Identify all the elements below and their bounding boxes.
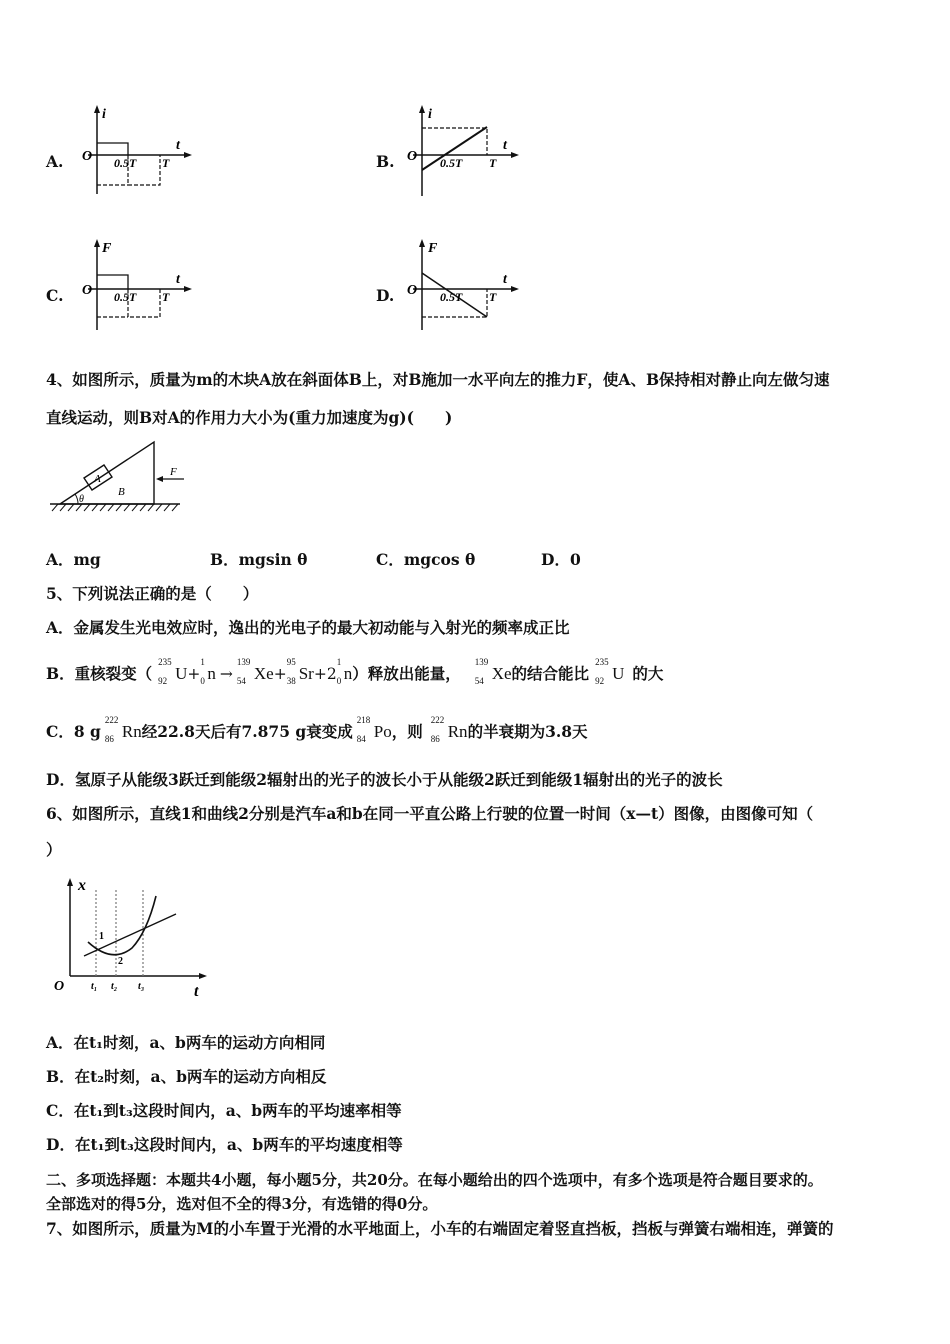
svg-text:1: 1 [99,931,104,942]
svg-text:0.5T: 0.5T [114,290,137,304]
svg-text:O: O [407,283,418,298]
q4-incline-figure [46,440,186,516]
q4-option-b: B．mgsin θ [210,550,308,569]
x-axis-arrow [184,152,192,158]
option-d-label: D. [376,286,395,305]
q4-option-c: C．mgcos θ [376,550,476,569]
positive-segment [97,143,128,155]
svg-text:0.5T: 0.5T [440,290,463,304]
q5-stem: 5、下列说法正确的是（ ） [46,584,259,603]
nuclide-n1-b: 1 0 n [336,657,353,686]
svg-text:O: O [82,149,93,164]
svg-text:t: t [503,272,507,287]
svg-text:t: t [503,138,507,153]
q7-stem-line1: 7、如图所示，质量为M的小车置于光滑的水平地面上，小车的右端固定着竖直挡板，挡板与弹簧右端相连，弹簧的 [46,1219,834,1238]
q6-xt-graph [52,872,212,1000]
nuclide-xe139: 139 54 Xe [236,657,274,686]
axis-y-label: i [102,107,106,122]
curve-2 [88,896,156,955]
q6-stem-line1: 6、如图所示，直线1和曲线2分别是汽车a和b在同一平直公路上行驶的位置一时间（x—t）图像，由图像可知（ [46,804,814,823]
option-c-label: C. [46,286,64,305]
svg-text:t: t [176,138,180,153]
svg-text:i: i [428,107,432,122]
q4-stem-line1: 4、如图所示，质量为m的木块A放在斜面体B上，对B施加一水平向左的推力F，使A、B保持相对静止向左做匀速 [46,370,830,389]
svg-text:t₃: t₃ [138,981,145,992]
svg-text:θ: θ [79,494,84,505]
svg-text:F: F [428,241,438,256]
graph-d [403,238,523,332]
svg-text:0.5T: 0.5T [440,156,463,170]
graph-c [76,238,196,332]
svg-text:T: T [162,290,170,304]
svg-text:T: T [489,156,497,170]
section2-heading-line1: 二、多项选择题：本题共4小题，每小题5分，共20分。在每小题给出的四个选项中，有多个选项是符合题目要求的。 [46,1171,823,1189]
svg-text:O: O [82,283,93,298]
svg-text:t₂: t₂ [111,981,118,992]
svg-text:x: x [78,877,86,894]
nuclide-rn222: 222 86 Rn [104,715,142,744]
svg-text:A: A [94,473,101,485]
q4-option-d: D．0 [541,550,581,569]
q4-option-a: A．mg [46,550,101,569]
q6-option-a: A．在t₁时刻，a、b两车的运动方向相同 [46,1033,326,1052]
nuclide-xe139-b: 139 54 Xe [474,657,512,686]
graph-b [403,104,523,198]
svg-text:0.5T: 0.5T [114,156,137,170]
wedge-b [60,442,154,504]
svg-text:T: T [489,290,497,304]
option-a-label: A. [46,152,64,171]
q5-option-d: D．氢原子从能级3跃迁到能级2辐射出的光子的波长小于从能级2跃迁到能级1辐射出的光子的波长 [46,770,723,789]
section2-heading-line2: 全部选对的得5分，选对但不全的得3分，有选错的得0分。 [46,1195,438,1213]
q6-stem-line2: ） [46,840,62,859]
nuclide-po218: 218 84 Po [356,715,392,744]
svg-text:T: T [162,156,170,170]
q5-option-b: B．重核裂变（ 235 92 U+ 1 0 n → 139 54 Xe+ 95 38 Sr+2 1 0 n）释放出能量， 139 54 Xe的结合能比 235 92 U 的大 [46,657,664,686]
svg-text:t₁: t₁ [91,981,98,992]
graph-a [76,104,196,196]
svg-text:O: O [407,149,418,164]
q6-option-c: C．在t₁到t₃这段时间内，a、b两车的平均速率相等 [46,1101,402,1120]
svg-text:t: t [176,272,180,287]
q6-option-b: B．在t₂时刻，a、b两车的运动方向相反 [46,1067,327,1086]
svg-text:F: F [102,241,112,256]
nuclide-u235-b: 235 92 U [595,657,625,686]
svg-text:t: t [194,983,199,1000]
y-axis-arrow [94,105,100,113]
q5-option-c: C．8 g 222 86 Rn经22.8天后有7.875 g衰变成 218 84 Po，则 222 86 Rn的半衰期为3.8天 [46,715,588,744]
svg-text:F: F [170,466,177,478]
svg-text:O: O [54,979,65,994]
option-b-label: B. [376,152,395,171]
q6-option-d: D．在t₁到t₃这段时间内，a、b两车的平均速度相等 [46,1135,403,1154]
nuclide-sr95: 95 38 Sr [286,657,314,686]
svg-text:2: 2 [118,956,123,967]
nuclide-n1: 1 0 n [200,657,216,686]
q4-stem-line2: 直线运动，则B对A的作用力大小为(重力加速度为g)( ) [46,408,453,427]
q5-option-a: A．金属发生光电效应时，逸出的光电子的最大初动能与入射光的频率成正比 [46,618,570,637]
nuclide-rn222-b: 222 86 Rn [430,715,468,744]
svg-text:B: B [118,486,125,498]
nuclide-u235: 235 92 U [158,657,188,686]
